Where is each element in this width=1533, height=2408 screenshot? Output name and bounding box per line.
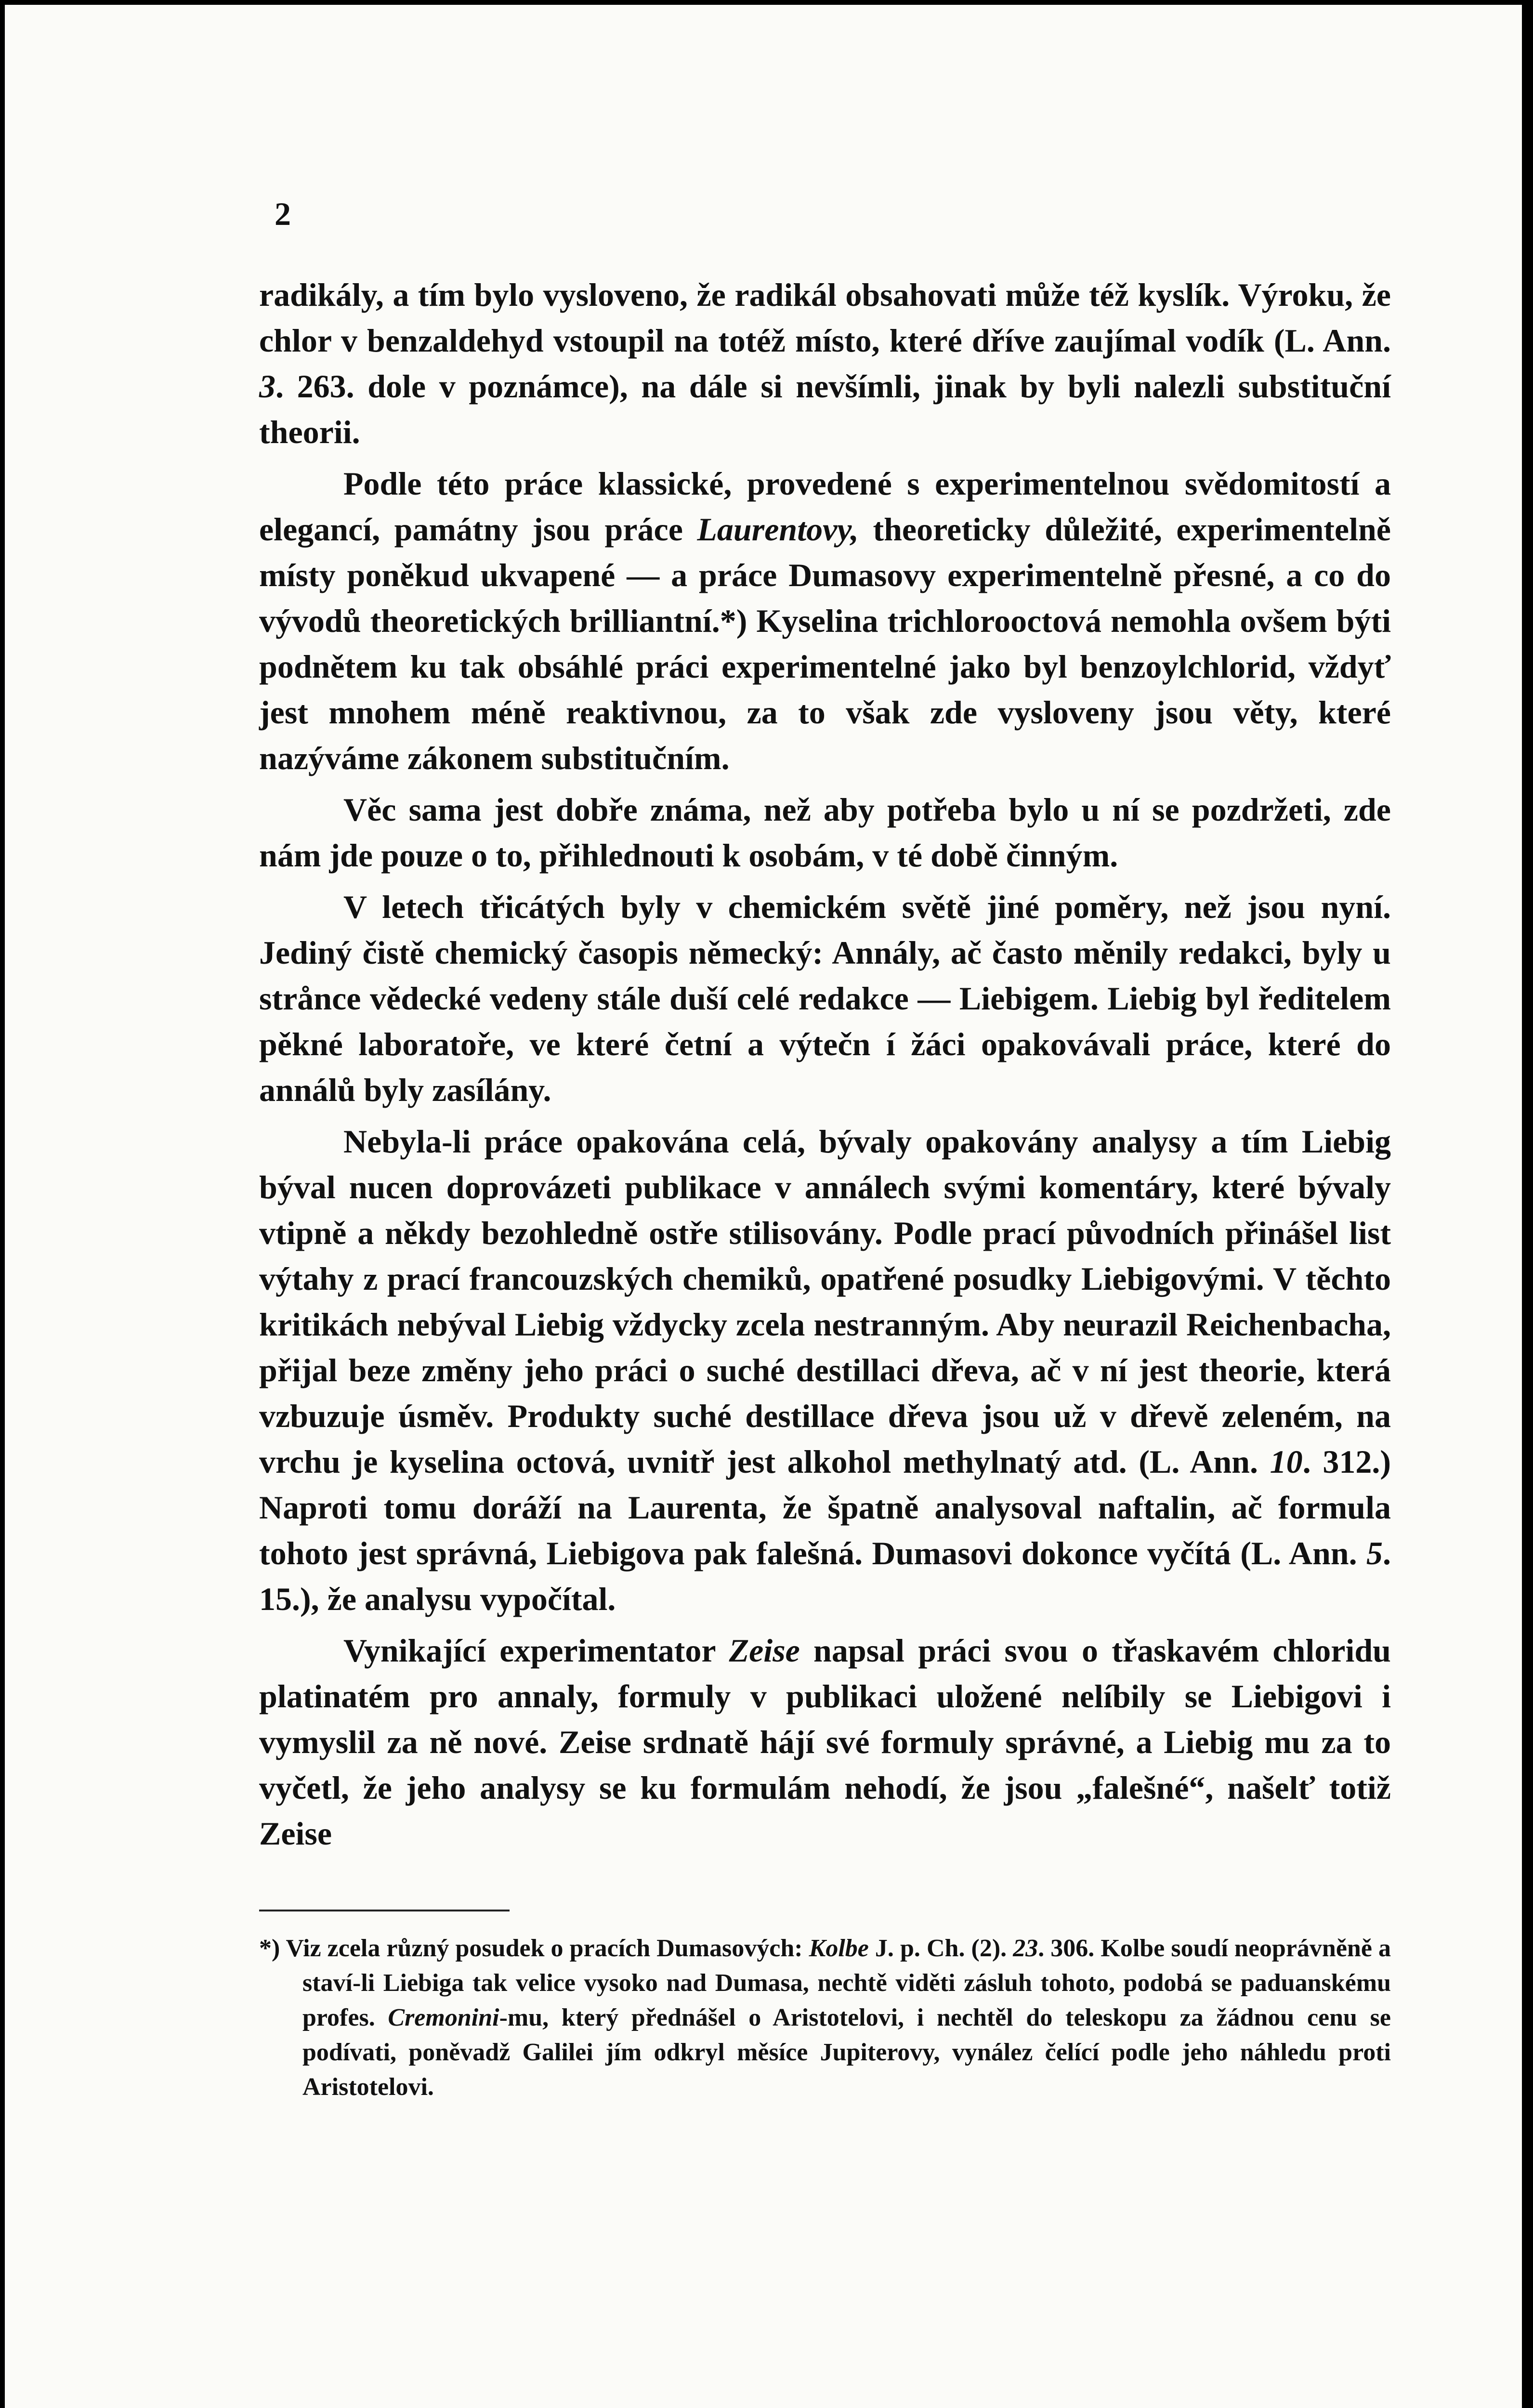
- paragraph-3: Věc sama jest dobře známa, než aby potřeba bylo u ní se pozdržeti, zde nám jde pouze o to, přihlednouti k osobám, v té době činným.: [259, 791, 1391, 874]
- document-page: [5, 5, 1522, 2408]
- footnote-divider: [259, 1910, 510, 1911]
- paragraph-6: Vynikající experimentator Zeise napsal práci svou o třaskavém chloridu platinatém pro annaly, formuly v publikaci uložené nelíbily se Liebigovi i vymyslil za ně nové. Zeise srdnatě hájí své formuly správné, a Liebig mu za to vyčetl, že jeho analysy se ku formulám nehodí, že jsou „falešné“, našelť totiž Zeise: [259, 1632, 1391, 1852]
- body-text: [259, 272, 1391, 1862]
- footnote-text: *) Viz zcela různý posudek o pracích Dumasových: Kolbe J. p. Ch. (2). 23. 306. Kolbe soudí neoprávněně a staví-li Liebiga tak velice vysoko nad Dumasa, nechtě viděti zásluh tohoto, podobá se paduanskému profes. Cremonini-mu, který přednášel o Aristotelovi, i nechtěl do teleskopu za žádnou cenu se podívati, poněvadž Galilei jím odkryl měsíce Jupiterovy, vynález čelící podle jeho náhledu proti Aristotelovi.: [259, 1935, 1391, 2101]
- footnote: [259, 1931, 1391, 2105]
- paragraph-2: Podle této práce klassické, provedené s experimentelnou svědomitostí a elegancí, památny jsou práce Laurentovy, theoreticky důležité, experimentelně místy poněkud ukvapené — a práce Dumasovy experimentelně přesné, a co do vývodů theoretických brilliantní.*) Kyselina trichlorooctová nemohla ovšem býti podnětem ku tak obsáhlé práci experimentelné jako byl benzoylchlorid, vždyť jest mnohem méně reaktivnou, za to však zde vysloveny jsou věty, které nazýváme zákonem substitučním.: [259, 465, 1391, 776]
- paragraph-5: Nebyla-li práce opakována celá, bývaly opakovány analysy a tím Liebig býval nucen doprovázeti publikace v annálech svými komentáry, které bývaly vtipně a někdy bezohledně ostře stilisovány. Podle prací původních přinášel list výtahy z prací francouzských chemiků, opatřené posudky Liebigovými. V těchto kritikách nebýval Liebig vždycky zcela nestranným. Aby neurazil Reichenbacha, přijal beze změny jeho práci o suché destillaci dřeva, ač v ní jest theorie, která vzbuzuje úsměv. Produkty suché destillace dřeva jsou už v dřevě zeleném, na vrchu je kyselina octová, uvnitř jest alkohol methylnatý atd. (L. Ann. 10. 312.) Naproti tomu doráží na Laurenta, že špatně analysoval naftalin, ač formula tohoto jest správná, Liebigova pak falešná. Dumasovi dokonce vyčítá (L. Ann. 5. 15.), že analysu vypočítal.: [259, 1123, 1391, 1617]
- paragraph-1: radikály, a tím bylo vysloveno, že radikál obsahovati může též kyslík. Výroku, že chlor v benzaldehyd vstoupil na totéž místo, které dříve zaujímal vodík (L. Ann. 3. 263. dole v poznámce), na dále si nevšímli, jinak by byli nalezli substituční theorii.: [259, 276, 1391, 450]
- paragraph-4: V letech třicátých byly v chemickém světě jiné poměry, než jsou nyní. Jediný čistě chemický časopis německý: Annály, ač často měnily redakci, byly u strånce vědecké vedeny stále duší celé redakce — Liebigem. Liebig byl ředitelem pěkné laboratoře, ve které četní a výtečn í žáci opakovávali práce, které do annálů byly zasílány.: [259, 889, 1391, 1108]
- page-number: 2: [275, 196, 291, 232]
